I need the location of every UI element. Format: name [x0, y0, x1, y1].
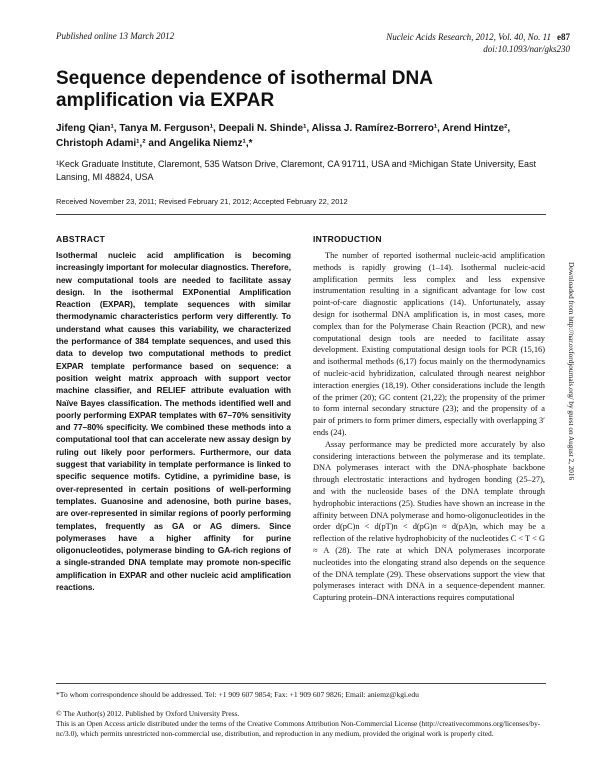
published-date: Published online 13 March 2012 — [56, 31, 175, 41]
intro-paragraph-1: The number of reported isothermal nucleic-acid amplification methods is rapidly growing (1–14). Isothermal nucleic-acid amplification permits less complex and less expensive instrumentation resulting in a significant advantage for low cost point-of-care diagnostic applications (14). Unfortunately, assay design for isothermal DNA amplification is, in most cases, more complex than for the Polymerase Chain Reaction (PCR), and new computational design tools are needed to facilitate assay development. Existing computational design tools for PCR (15,16) and isothermal methods (6,17) focus mainly on the thermodynamics of nucleic-acid hybridization, calculated through nearest neighbor interaction energies (18,19). Other considerations include the length of the primer (20); GC content (21,22); the propensity of the primer to form internal secondary structure (23); and the propensity of a pair of primers to form primer dimers, especially with overlapping 3′ ends (24). — [313, 251, 545, 437]
copyright-line: © The Author(s) 2012. Published by Oxford University Press. — [56, 709, 240, 718]
intro-paragraph-2: Assay performance may be predicted more accurately by also considering interactions between the polymerase and its template. DNA polymerases interact with the DNA-phosphate backbone through electrostatic interactions and hydrogen bonding (25–27), and with the nucleoside bases of the DNA template through hydrophobic interactions (25). Studies have shown an increase in the affinity between DNA polymerase and homo-oligonucleotides in the order d(pC)n < d(pT)n < d(pG)n ≈ d(pA)n, which may be a reflection of the relative hydrophobicity of the nucleotides C < T < G ≈ A (28). The rate at which DNA polymerases incorporate nucleotides into the elongating strand also depends on the sequence of the DNA template (29). These observations support the view that polymerases interact with DNA in a sequence-dependent manner. Capturing protein–DNA interactions requires computational — [313, 439, 545, 603]
copyright-block — [56, 709, 546, 739]
abstract-text: Isothermal nucleic acid amplification is becoming increasingly important for molecular diagnostics. Therefore, new computational tools are needed to facilitate assay design. In the isothermal EXPonential Amplification Reaction (EXPAR), template sequences with similar thermodynamic characteristics perform very differently. To understand what causes this variability, we characterized the performance of 384 template sequences, and used this data to develop two computational methods to predict EXPAR template performance based on sequence: a position weight matrix approach with support vector machine classifier, and RELIEF attribute evaluation with Naïve Bayes classification. The methods identified well and poorly performing EXPAR templates with 67–70% sensitivity and 77–80% specificity. We combined these methods into a computational tool that can accelerate new assay design by ruling out likely poor performers. Furthermore, our data suggest that variability in template performance is linked to specific sequence motifs. Cytidine, a pyrimidine base, is over-represented in certain positions of well-performing templates. Guanosine and adenosine, both purine bases, are over-represented in similar regions of poorly performing templates, frequently as GA or AG dimers. Since polymerases have a higher affinity for purine oligonucleotides, polymerase binding to GA-rich regions of a single-stranded DNA template may promote non-specific amplification in EXPAR and other nucleic acid amplification reactions. — [56, 251, 291, 593]
introduction-body — [313, 250, 545, 604]
section-divider — [56, 214, 546, 215]
download-note-text[interactable]: Downloaded from http://nar.oxfordjournals.org/ by guest on August 2, 2016 — [567, 262, 575, 481]
license-text: This is an Open Access article distributed under the terms of the Creative Commons Attribution Non-Commercial License (http://creativecommons.org/licenses/by-nc/3.0), which permits unrestricted non-commercial use, distribution, and reproduction in any medium, provided the original work is properly cited. — [56, 719, 541, 738]
received-dates: Received November 23, 2011; Revised February 21, 2012; Accepted February 22, 2012 — [56, 197, 348, 206]
download-note — [566, 262, 578, 592]
paper-title: Sequence dependence of isothermal DNA amplification via EXPAR — [56, 68, 433, 111]
abstract-heading: ABSTRACT — [56, 234, 106, 244]
article-id: e87 — [557, 32, 570, 42]
footer-divider — [56, 683, 546, 684]
correspondence-note: *To whom correspondence should be addressed. Tel: +1 909 607 9854; Fax: +1 909 607 9826; Email: aniemz@kgi.edu — [56, 690, 419, 699]
affiliations: ¹Keck Graduate Institute, Claremont, 535 Watson Drive, Claremont, CA 91711, USA and ²Michigan State University, East Lansing, MI 48824, USA — [56, 159, 537, 182]
author-list: Jifeng Qian¹, Tanya M. Ferguson¹, Deepali N. Shinde¹, Alissa J. Ramírez-Borrero¹, Arend Hintze², Christoph Adami¹,² and Angelika Niemz¹,* — [56, 123, 511, 149]
journal-name: Nucleic Acids Research, 2012, Vol. 40, No. 11 — [386, 32, 551, 42]
doi[interactable]: doi:10.1093/nar/gks230 — [483, 44, 570, 54]
introduction-heading: INTRODUCTION — [313, 234, 382, 244]
journal-citation — [350, 31, 570, 55]
